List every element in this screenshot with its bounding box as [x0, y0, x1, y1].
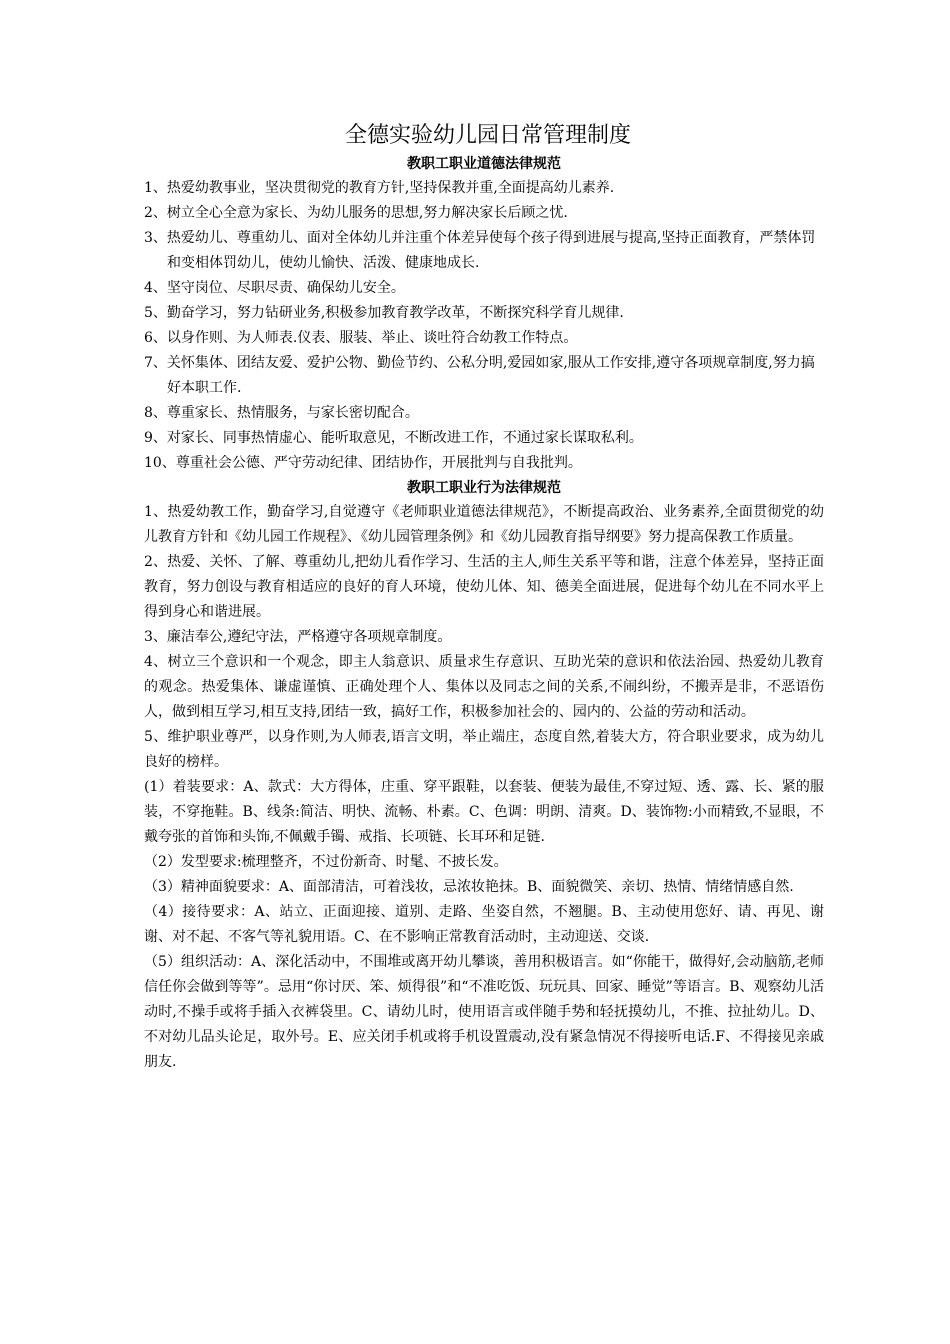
document-title: 全德实验幼儿园日常管理制度	[344, 123, 631, 148]
paragraph: 2、热爱、关怀、了解、尊重幼儿,把幼儿看作学习、生活的主人,师生关系平等和谐，注意个体差异，坚持正面教育，努力创设与教育相适应的良好的育人环境，使幼儿体、知、德美全面进展，促进每个幼儿在不同水平上得到身心和谐进展。	[144, 554, 824, 620]
list-item: 10、尊重社会公德、严守劳动纪律、团结协作，开展批判与自我批判。	[144, 455, 582, 471]
list-item: 6、以身作则、为人师表.仪表、服装、举止、谈吐符合幼教工作特点。	[144, 330, 578, 346]
paragraph: （3）精神面貌要求：A、面部清洁，可着浅妆，忌浓妆艳抹。B、面貌微笑、亲切、热情、情绪情感自然.	[144, 879, 794, 895]
list-item: 2、树立全心全意为家长、为幼儿服务的思想,努力解决家长后顾之忧.	[144, 205, 568, 221]
section-heading-conduct: 教职工职业行为法律规范	[407, 480, 561, 496]
section-heading-ethics: 教职工职业道德法律规范	[407, 156, 561, 172]
paragraph: 3、廉洁奉公,遵纪守法，严格遵守各项规章制度。	[144, 629, 452, 645]
paragraph: （2）发型要求:梳理整齐，不过份新奇、时髦、不披长发。	[144, 854, 508, 870]
paragraph: 1、热爱幼教工作，勤奋学习,自觉遵守《老师职业道德法律规范》，不断提高政治、业务素养,全面贯彻党的幼儿教育方针和《幼儿园工作规程》、《幼儿园管理条例》和《幼儿园教育指导纲要》努力提高保教工作质量。	[144, 504, 824, 545]
list-item: 9、对家长、同事热情虚心、能听取意见，不断改进工作，不通过家长谋取私利。	[144, 430, 643, 446]
list-item: 3、热爱幼儿、尊重幼儿、面对全体幼儿并注重个体差异使每个孩子得到进展与提高,坚持正面教育，严禁体罚和变相体罚幼儿，使幼儿愉快、活泼、健康地成长.	[144, 230, 816, 271]
paragraph: (1）着装要求：A、款式：大方得体，庄重、穿平跟鞋，以套装、便装为最佳,不穿过短、透、露、长、紧的服装，不穿拖鞋。B、线条:简洁、明快、流畅、朴素。C、色调：明朗、清爽。D、装饰物:小而精致,不显眼，不戴夸张的首饰和头饰,不佩戴手镯、戒指、长项链、长耳环和足链.	[144, 779, 824, 845]
paragraph: （5）组织活动：A、深化活动中，不围堆或离开幼儿攀谈，善用积极语言。如“你能干，做得好,会动脑筋,老师信任你会做到等等”。忌用“你讨厌、笨、烦得很”和“不准吃饭、玩玩具、回家、睡觉”等语言。B、观察幼儿活动时,不操手或将手插入衣裤袋里。C、请幼儿时，使用语言或伴随手势和轻抚摸幼儿，不推、拉扯幼儿。D、不对幼儿品头论足，取外号。E、应关闭手机或将手机设置震动,没有紧急情况不得接听电话.F、不得接见亲戚朋友.	[144, 954, 824, 1070]
list-item: 4、坚守岗位、尽职尽责、确保幼儿安全。	[144, 280, 405, 296]
paragraph: （4）接待要求：A、站立、正面迎接、道别、走路、坐姿自然，不翘腿。B、主动使用您好、请、再见、谢谢、对不起、不客气等礼貌用语。C、在不影响正常教育活动时，主动迎送、交谈.	[144, 904, 824, 945]
list-item: 8、尊重家长、热情服务，与家长密切配合。	[144, 405, 419, 421]
document-page	[144, 120, 824, 1075]
list-item: 1、热爱幼教事业，坚决贯彻党的教育方针,坚持保教并重,全面提高幼儿素养.	[144, 180, 615, 196]
paragraph: 5、维护职业尊严，以身作则,为人师表,语言文明，举止端庄，态度自然,着装大方，符合职业要求，成为幼儿良好的榜样。	[144, 729, 824, 770]
paragraph: 4、树立三个意识和一个观念，即主人翁意识、质量求生存意识、互助光荣的意识和依法治园、热爱幼儿教育的观念。热爱集体、谦虚谨慎、正确处理个人、集体以及同志之间的关系,不闹纠纷，不搬弄是非，不恶语伤人，做到相互学习,相互支持,团结一致，搞好工作，积极参加社会的、园内的、公益的劳动和活动。	[144, 654, 824, 720]
ethics-list	[144, 176, 824, 476]
list-item: 7、关怀集体、团结友爱、爱护公物、勤俭节约、公私分明,爱园如家,服从工作安排,遵守各项规章制度,努力搞好本职工作.	[144, 355, 815, 396]
list-item: 5、勤奋学习，努力钻研业务,积极参加教育教学改革，不断探究科学育儿规律.	[144, 305, 624, 321]
